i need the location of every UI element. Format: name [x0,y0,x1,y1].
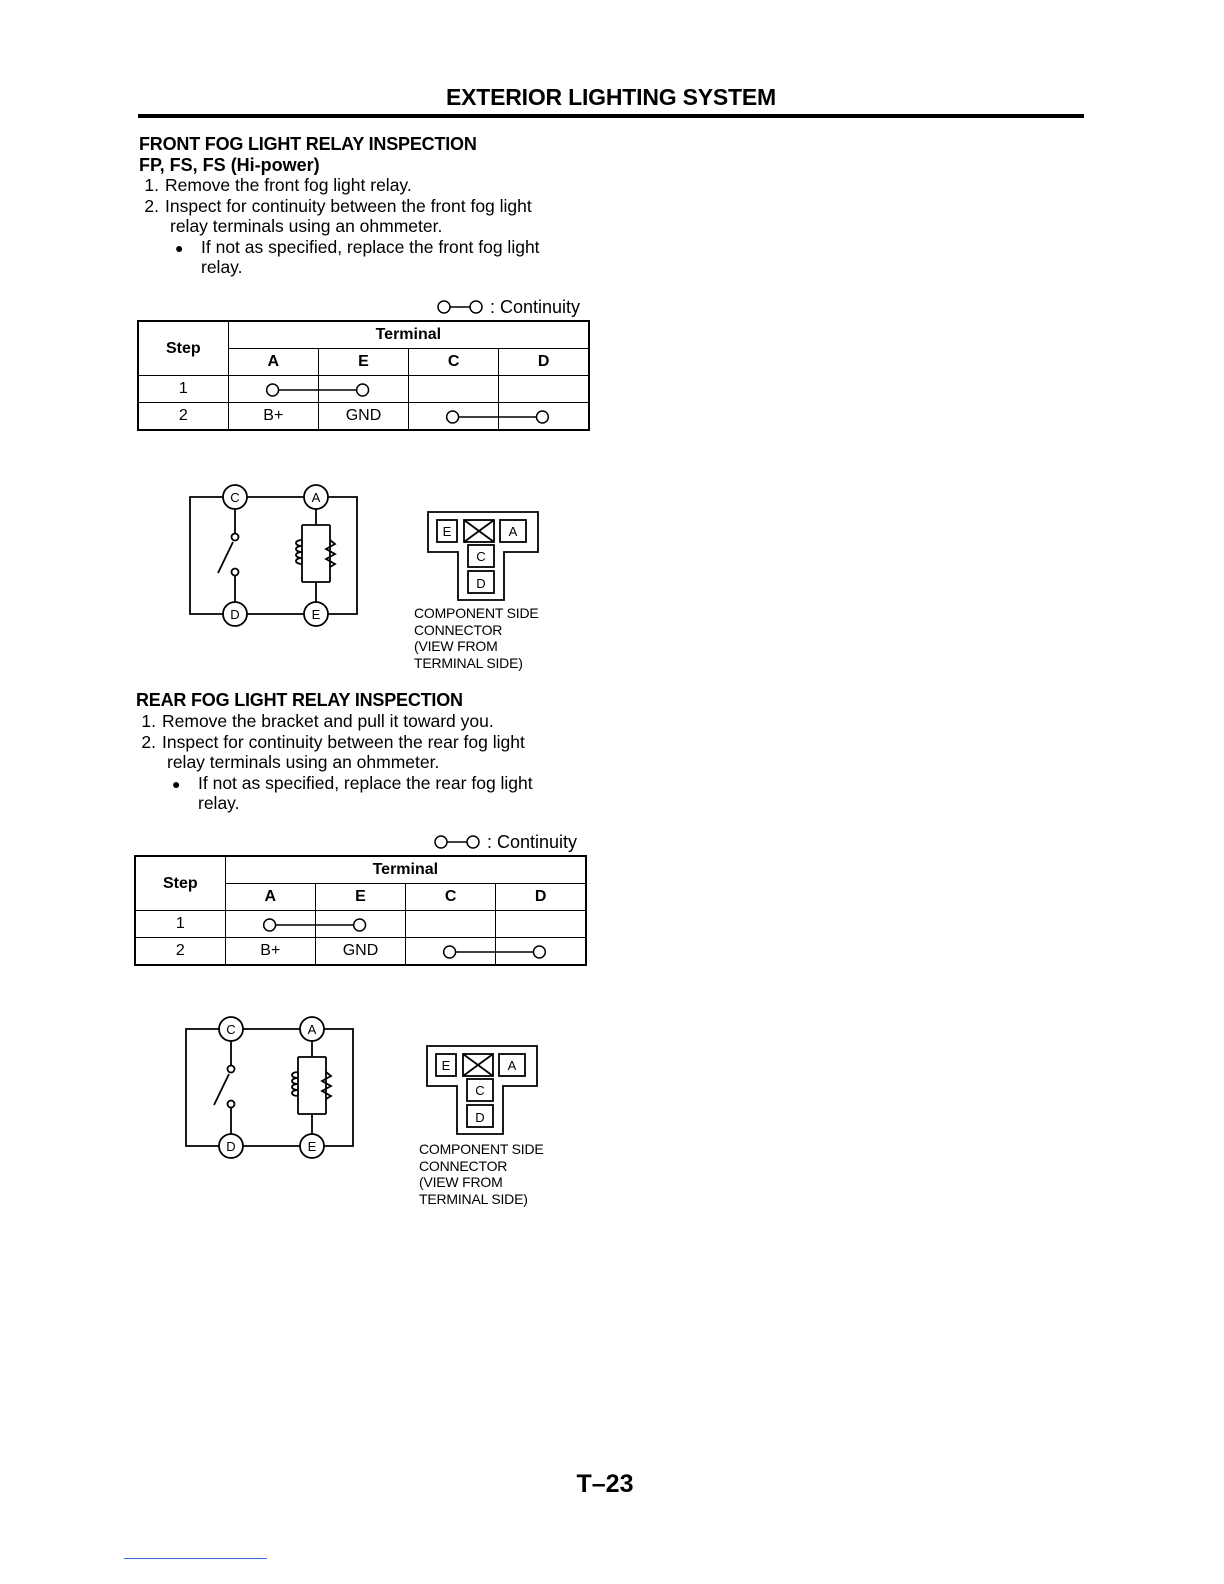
bullet-icon: ● [172,775,181,792]
rear-steps-list [136,711,596,814]
connector-c-label: C [476,549,486,564]
terminal-a-label: A [311,490,321,505]
table-row [135,938,586,966]
continuity-start-icon [409,403,498,429]
cell-d [496,911,586,938]
rear-connector-caption [419,1141,544,1207]
caption-line: (VIEW FROM [419,1174,503,1190]
cell-a [228,376,318,403]
front-steps-list [139,175,599,278]
legend-text: : Continuity [487,832,578,852]
step-cell: 1 [138,376,228,403]
step-text: Inspect for continuity between the rear fog light [162,731,525,752]
front-section-subtitle: FP, FS, FS (Hi-power) [139,155,320,175]
continuity-end-icon [496,938,585,964]
rear-terminal-table [134,855,587,966]
column-header-d: D [496,884,586,911]
step-header: Step [138,321,228,376]
terminal-c-label: C [230,490,240,505]
step-text: Inspect for continuity between the front fog light [165,195,532,216]
terminal-c-label: C [226,1022,236,1037]
header-rule [138,114,1084,118]
step-text-continued: relay terminals using an ohmmeter. [170,216,443,236]
column-header-e: E [318,349,408,376]
step-cell: 2 [135,938,225,966]
terminal-d-label: D [226,1139,236,1154]
column-header-c: C [406,884,496,911]
footer-rule [124,1558,267,1559]
page-header: EXTERIOR LIGHTING SYSTEM [445,84,776,110]
bullet-text-2: relay. [201,257,243,277]
terminal-e-label: E [307,1139,317,1154]
cell-a [225,911,315,938]
terminal-header: Terminal [225,856,586,884]
terminal-e-label: E [311,607,321,622]
connector-a-label: A [507,1058,517,1073]
bullet-text-1: If not as specified, replace the rear fog light [198,772,533,793]
rear-section-title: REAR FOG LIGHT RELAY INSPECTION [136,690,463,710]
front-bullet [139,237,599,278]
step-number: 1. [144,175,159,195]
front-step-2 [139,196,599,237]
front-fog-section [139,134,599,278]
column-header-c: C [409,349,499,376]
step-number: 1. [141,711,156,731]
caption-line: (VIEW FROM [414,638,498,654]
page-number: T–23 [576,1470,634,1498]
continuity-start-icon [229,376,318,402]
terminal-header: Terminal [228,321,589,349]
continuity-end-icon [499,403,588,429]
legend-text: : Continuity [490,297,581,317]
front-terminal-table [137,320,590,431]
rear-fog-section [136,690,596,814]
cell-d [499,403,589,431]
continuity-start-icon [226,911,315,937]
connector-e-label: E [442,524,452,539]
bullet-text-1: If not as specified, replace the front fog light [201,236,540,257]
step-text-continued: relay terminals using an ohmmeter. [167,752,440,772]
cell-e: GND [318,403,408,431]
continuity-start-icon [406,938,495,964]
rear-continuity-legend [433,832,577,853]
column-header-d: D [499,349,589,376]
continuity-end-icon [319,376,408,402]
cell-c [409,376,499,403]
cell-e: GND [315,938,405,966]
column-header-a: A [228,349,318,376]
terminal-a-label: A [307,1022,317,1037]
connector-d-label: D [476,576,486,591]
cell-c [409,403,499,431]
front-relay-circuit-diagram [180,480,370,630]
rear-connector-diagram [423,1042,543,1142]
connector-e-label: E [441,1058,451,1073]
table-row [135,911,586,938]
terminal-d-label: D [230,607,240,622]
connector-a-label: A [508,524,518,539]
cell-d [496,938,586,966]
continuity-symbol-icon [433,834,487,850]
connector-d-label: D [475,1110,485,1125]
cell-e [315,911,405,938]
continuity-end-icon [316,911,405,937]
caption-line: CONNECTOR [414,621,503,638]
step-number: 2. [144,195,159,216]
rear-relay-circuit-diagram [176,1012,366,1162]
bullet-text-2: relay. [198,793,240,813]
step-text: Remove the front fog light relay. [165,175,412,195]
connector-c-label: C [475,1083,485,1098]
cell-c [406,938,496,966]
table-row [138,403,589,431]
cell-a: B+ [225,938,315,966]
step-number: 2. [141,731,156,752]
step-text: Remove the bracket and pull it toward you. [162,711,494,731]
caption-line: COMPONENT SIDE [414,605,539,621]
front-section-title: FRONT FOG LIGHT RELAY INSPECTION [139,134,477,154]
front-connector-diagram [424,508,544,608]
rear-bullet [136,773,596,814]
column-header-e: E [315,884,405,911]
front-connector-caption [414,605,539,671]
cell-c [406,911,496,938]
front-step-1 [139,175,599,196]
bullet-icon: ● [175,239,184,256]
column-header-a: A [225,884,315,911]
caption-line: COMPONENT SIDE [419,1141,544,1157]
caption-line: TERMINAL SIDE) [414,654,523,671]
caption-line: CONNECTOR [419,1157,508,1174]
continuity-symbol-icon [436,299,490,315]
step-cell: 2 [138,403,228,431]
table-row [138,376,589,403]
cell-e [318,376,408,403]
caption-line: TERMINAL SIDE) [419,1190,528,1207]
rear-step-1 [136,711,596,732]
cell-d [499,376,589,403]
front-continuity-legend [436,297,580,318]
step-cell: 1 [135,911,225,938]
rear-step-2 [136,732,596,773]
cell-a: B+ [228,403,318,431]
step-header: Step [135,856,225,911]
